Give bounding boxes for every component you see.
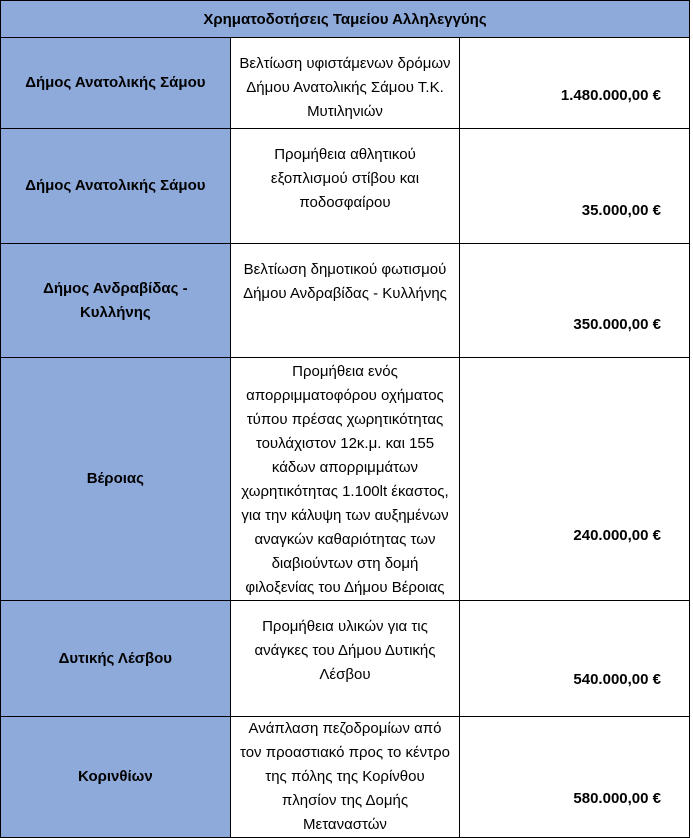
table-row — [1, 601, 690, 717]
amount-cell: 35.000,00 € — [460, 129, 690, 244]
description-cell: Προμήθεια ενός απορριμματοφόρου οχήματος τύπου πρέσας χωρητικότητας τουλάχιστον 12κ.μ. και 155 κάδων απορριμμάτων χωρητικότητας 1.100lt έκαστος, για την κάλυψη των αυξημένων αναγκών καθαριότητας των διαβιούντων στη δομή φιλοξενίας του Δήμου Βέροιας — [230, 358, 460, 601]
municipality-cell: Δυτικής Λέσβου — [1, 601, 231, 717]
municipality-cell: Βέροιας — [1, 358, 231, 601]
description-cell: Βελτίωση δημοτικού φωτισμού Δήμου Ανδραβίδας - Κυλλήνης — [230, 244, 460, 358]
municipality-cell: Δήμος Ανατολικής Σάμου — [1, 129, 231, 244]
municipality-cell: Δήμος Ανδραβίδας - Κυλλήνης — [1, 244, 231, 358]
amount-cell: 540.000,00 € — [460, 601, 690, 717]
title-row — [1, 1, 690, 38]
municipality-cell: Δήμος Ανατολικής Σάμου — [1, 38, 231, 129]
table-row — [1, 358, 690, 601]
amount-cell: 350.000,00 € — [460, 244, 690, 358]
table-row — [1, 717, 690, 838]
table-row — [1, 129, 690, 244]
description-cell: Ανάπλαση πεζοδρομίων από τον προαστιακό προς το κέντρο της πόλης της Κορίνθου πλησίον της Δομής Μεταναστών — [230, 717, 460, 838]
municipality-cell: Κορινθίων — [1, 717, 231, 838]
table-title: Χρηματοδοτήσεις Ταμείου Αλληλεγγύης — [1, 1, 690, 38]
table-row — [1, 244, 690, 358]
description-cell: Βελτίωση υφιστάμενων δρόμων Δήμου Ανατολικής Σάμου Τ.Κ. Μυτιληνιών — [230, 38, 460, 129]
amount-cell: 1.480.000,00 € — [460, 38, 690, 129]
amount-cell: 580.000,00 € — [460, 717, 690, 838]
amount-cell: 240.000,00 € — [460, 358, 690, 601]
description-cell: Προμήθεια υλικών για τις ανάγκες του Δήμου Δυτικής Λέσβου — [230, 601, 460, 717]
table-row — [1, 38, 690, 129]
description-cell: Προμήθεια αθλητικού εξοπλισμού στίβου και ποδοσφαίρου — [230, 129, 460, 244]
